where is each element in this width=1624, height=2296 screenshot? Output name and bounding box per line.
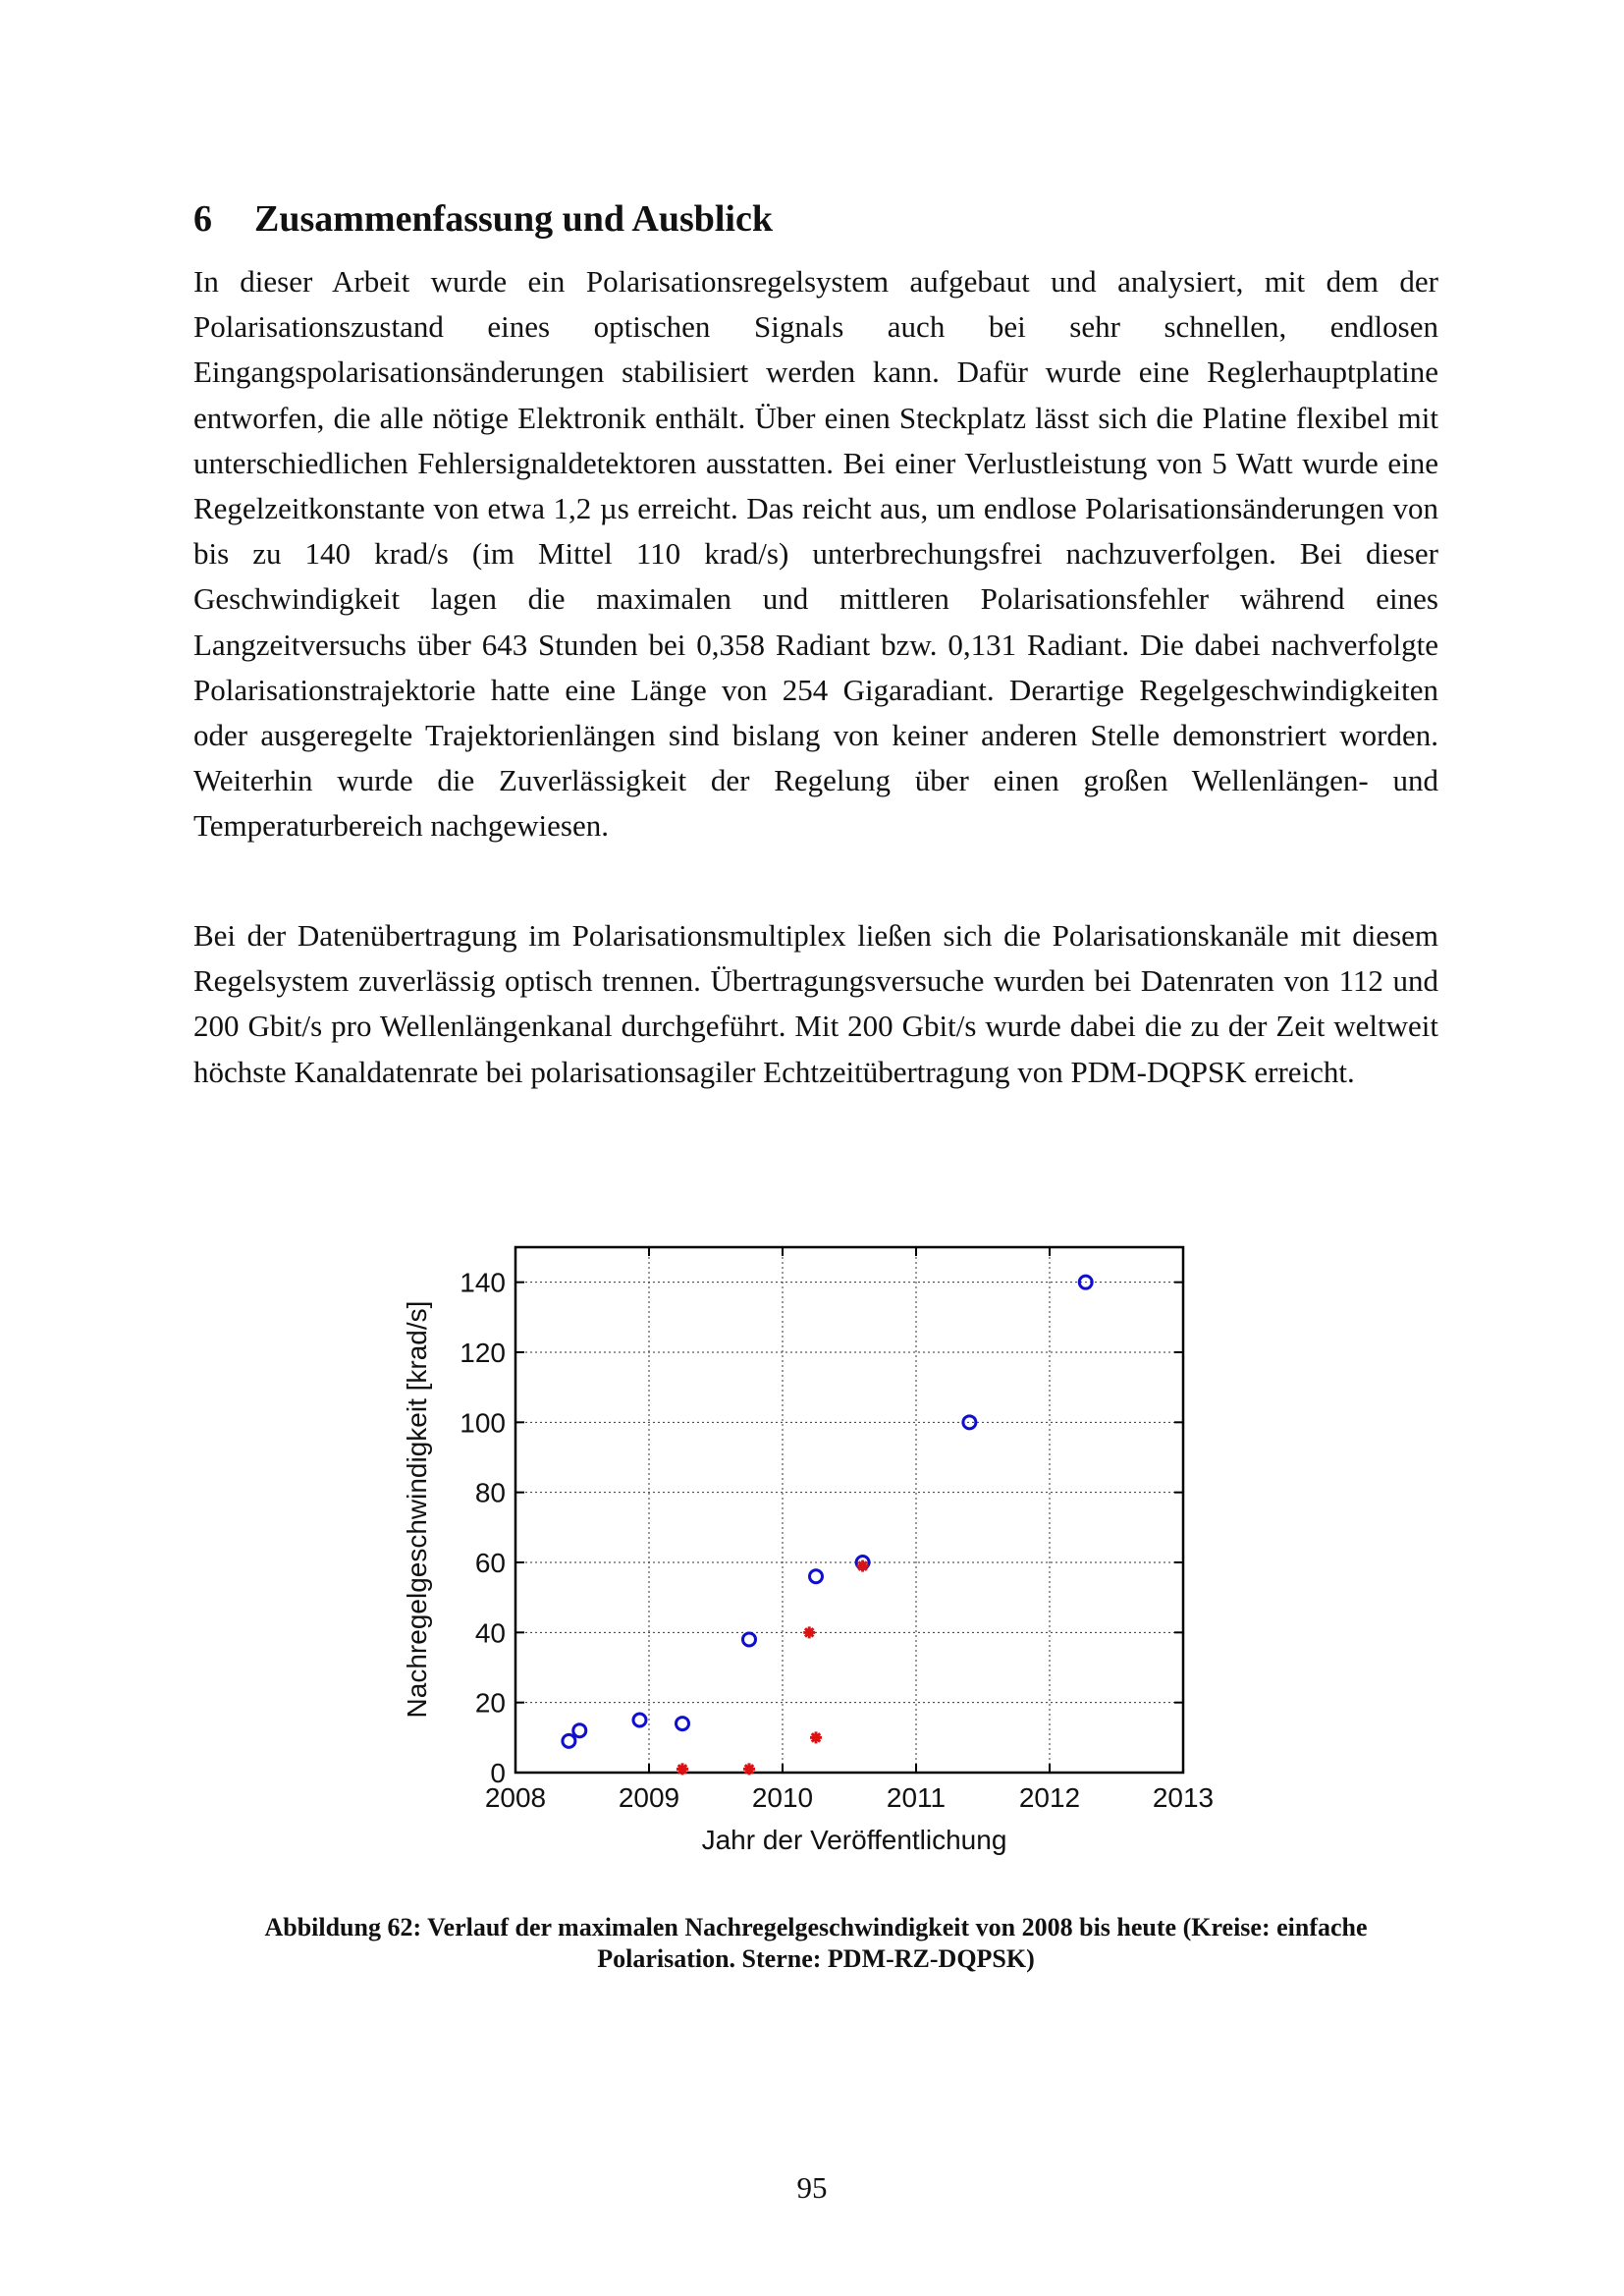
- caption-label: Abbildung 62:: [264, 1913, 422, 1941]
- y-tick-label: 0: [490, 1758, 506, 1788]
- y-tick-label: 100: [460, 1407, 506, 1439]
- data-point-circle: [633, 1714, 646, 1726]
- data-point-star: [677, 1763, 688, 1775]
- data-point-star: [803, 1626, 815, 1638]
- x-tick-label: 2008: [484, 1782, 547, 1813]
- y-tick-label: 60: [474, 1548, 506, 1578]
- page-number: 95: [796, 2170, 828, 2205]
- data-point-circle: [810, 1570, 823, 1583]
- data-point-star: [857, 1560, 869, 1572]
- x-tick-label: 2013: [1152, 1782, 1215, 1813]
- data-point-star: [810, 1731, 822, 1743]
- section-title: Zusammenfassung und Ausblick: [254, 198, 773, 240]
- x-tick-label: 2012: [1018, 1782, 1081, 1813]
- data-point-circle: [573, 1724, 586, 1737]
- y-axis-label: Nachregelgeschwindigkeit [krad/s]: [402, 1300, 432, 1719]
- y-tick-label: 40: [474, 1617, 506, 1649]
- scatter-chart: [388, 1223, 1242, 1871]
- x-tick-label: 2011: [886, 1782, 947, 1813]
- grid-layer: [515, 1247, 1183, 1773]
- y-tick-label: 20: [474, 1687, 506, 1719]
- data-point-circle: [563, 1734, 575, 1747]
- y-tick-label: 140: [460, 1267, 506, 1298]
- paragraph-1: In dieser Arbeit wurde ein Polarisationsregelsystem aufgebaut und analysiert, mit dem der Polarisationszustand eines optischen Signals auch bei sehr schnellen, endlosen Eingangspolarisationsänderungen stabilisiert werden kann. Dafür wurde eine Reglerhauptplatine entworfen, die alle nötige Elektronik enthält. Über einen Steckplatz lässt sich die Platine flexibel mit unterschiedlichen Fehlersignaldetektoren ausstatten. Bei einer Verlustleistung von 5 Watt wurde eine Regelzeitkonstante von etwa 1,2 µs erreicht. Das reicht aus, um endlose Polarisationsänderungen von bis zu 140 krad/s (im Mittel 110 krad/s) unterbrechungsfrei nachzuverfolgen. Bei dieser Geschwindigkeit lagen die maximalen und mittleren Polarisationsfehler während eines Langzeitversuchs über 643 Stunden bei 0,358 Radiant bzw. 0,131 Radiant. Die dabei nachverfolgte Polarisationstrajektorie hatte eine Länge von 254 Gigaradiant. Derartige Regelgeschwindigkeiten oder ausgeregelte Trajektorienlängen sind bislang von keiner anderen Stelle demonstriert worden. Weiterhin wurde die Zuverlässigkeit der Regelung über einen großen Wellenlängen- und Temperaturbereich nachgewiesen.: [193, 264, 1438, 844]
- x-axis-label: Jahr der Veröffentlichung: [701, 1825, 1007, 1855]
- section-heading: [193, 192, 773, 246]
- paragraph-2: Bei der Datenübertragung im Polarisationsmultiplex ließen sich die Polarisationskanäle mit diesem Regelsystem zuverlässig optisch trennen. Übertragungsversuche wurden bei Datenraten von 112 und 200 Gbit/s pro Wellenlängenkanal durchgeführt. Mit 200 Gbit/s wurde dabei die zu der Zeit weltweit höchste Kanaldatenrate bei polarisationsagiler Echtzeitübertragung von PDM-DQPSK erreicht.: [193, 918, 1438, 1089]
- data-point-star: [743, 1763, 755, 1775]
- data-point-circle: [743, 1633, 756, 1646]
- y-tick-label: 120: [460, 1338, 506, 1368]
- mark-layer: [563, 1276, 1092, 1775]
- y-tick-label: 80: [474, 1477, 506, 1508]
- x-tick-label: 2009: [618, 1782, 680, 1813]
- section-number: 6: [193, 198, 212, 240]
- x-tick-label: 2010: [751, 1782, 814, 1813]
- figure-caption: [193, 1912, 1438, 1975]
- caption-text: Verlauf der maximalen Nachregelgeschwindigkeit von 2008 bis heute (Kreise: einfache Polarisation. Sterne: PDM-RZ-DQPSK): [427, 1913, 1368, 1973]
- data-point-circle: [677, 1718, 689, 1730]
- plot-frame: [515, 1247, 1183, 1773]
